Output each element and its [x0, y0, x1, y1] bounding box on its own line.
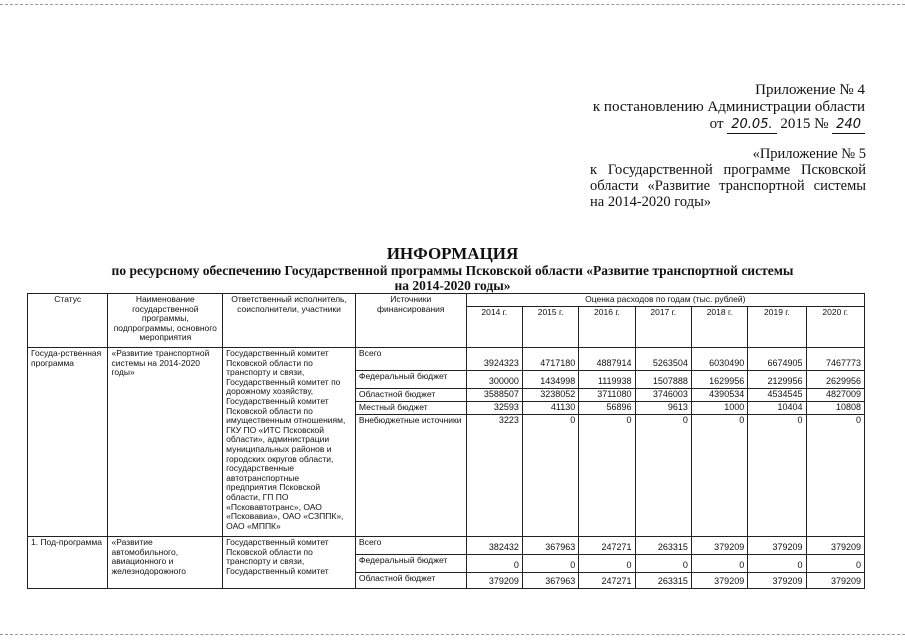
appendix-4-title: Приложение № 4 — [755, 82, 865, 98]
value-cell: 0 — [579, 555, 635, 573]
source-cell: Областной бюджет — [355, 573, 466, 589]
source-cell: Федеральный бюджет — [355, 555, 466, 573]
appendix-5-block — [590, 146, 866, 210]
header-year: 2020 г. — [806, 307, 864, 348]
value-cell: 1629956 — [691, 371, 747, 389]
value-cell: 3588507 — [466, 389, 522, 402]
value-cell: 247271 — [579, 573, 635, 589]
header-name: Наименование государственной программы, подпрограммы, основного мероприятия — [108, 294, 223, 348]
document-title: ИНФОРМАЦИЯ — [386, 244, 519, 263]
resource-table — [27, 293, 865, 589]
value-cell: 1119938 — [579, 371, 635, 389]
value-cell: 2129956 — [748, 371, 806, 389]
document-subtitle-line-1: по ресурсному обеспечению Государственной программы Псковской области «Развитие транспортной системы — [111, 263, 794, 278]
value-cell: 3711080 — [579, 389, 635, 402]
value-cell: 0 — [806, 415, 864, 537]
value-cell: 4390534 — [691, 389, 747, 402]
value-cell: 367963 — [522, 537, 578, 555]
header-executor: Ответственный исполнитель, соисполнители, участники — [223, 294, 356, 348]
value-cell: 0 — [522, 415, 578, 537]
value-cell: 367963 — [522, 573, 578, 589]
appendix-5-line-4: на 2014-2020 годы» — [590, 194, 712, 210]
value-cell: 379209 — [691, 573, 747, 589]
value-cell: 4717180 — [522, 348, 578, 371]
value-cell: 4887914 — [579, 348, 635, 371]
value-cell: 3223 — [466, 415, 522, 537]
header-year: 2016 г. — [579, 307, 635, 348]
value-cell: 32593 — [466, 402, 522, 415]
value-cell: 0 — [748, 555, 806, 573]
value-cell: 0 — [806, 555, 864, 573]
source-cell: Федеральный бюджет — [355, 371, 466, 389]
value-cell: 379209 — [806, 573, 864, 589]
value-cell: 379209 — [691, 537, 747, 555]
handwritten-number: 240 — [832, 116, 865, 134]
value-cell: 7467773 — [806, 348, 864, 371]
page-top-edge — [0, 4, 905, 5]
subprogram-name: «Развитие автомобильного, авиационного и железнодорожного — [108, 537, 223, 589]
program-name: «Развитие транспортной системы на 2014-2020 годы» — [108, 348, 223, 537]
source-cell: Всего — [355, 537, 466, 555]
value-cell: 3746003 — [635, 389, 691, 402]
source-cell: Местный бюджет — [355, 402, 466, 415]
value-cell: 0 — [579, 415, 635, 537]
document-subtitle-line-2: на 2014-2020 годы» — [394, 278, 511, 293]
value-cell: 2629956 — [806, 371, 864, 389]
value-cell: 0 — [691, 415, 747, 537]
value-cell: 3238052 — [522, 389, 578, 402]
header-row-1 — [28, 294, 865, 307]
value-cell: 6674905 — [748, 348, 806, 371]
appendix-4-block — [520, 82, 865, 134]
source-cell: Внебюджетные источники — [355, 415, 466, 537]
header-year: 2015 г. — [522, 307, 578, 348]
handwritten-date: 20.05. — [727, 116, 776, 134]
value-cell: 0 — [635, 555, 691, 573]
value-cell: 3924323 — [466, 348, 522, 371]
header-status: Статус — [28, 294, 108, 348]
value-cell: 0 — [522, 555, 578, 573]
value-cell: 4534545 — [748, 389, 806, 402]
year-label: 2015 № — [780, 116, 829, 132]
subprogram-executor: Государственный комитет Псковской области по транспорту и связи, Государственный комитет — [223, 537, 356, 589]
source-cell: Областной бюджет — [355, 389, 466, 402]
header-estimate: Оценка расходов по годам (тыс. рублей) — [466, 294, 864, 307]
value-cell: 10808 — [806, 402, 864, 415]
value-cell: 4827009 — [806, 389, 864, 402]
appendix-4-decree: к постановлению Администрации области — [592, 99, 865, 115]
value-cell: 263315 — [635, 573, 691, 589]
value-cell: 9613 — [635, 402, 691, 415]
value-cell: 56896 — [579, 402, 635, 415]
header-year: 2019 г. — [748, 307, 806, 348]
table-row — [28, 537, 865, 555]
value-cell: 379209 — [748, 537, 806, 555]
value-cell: 247271 — [579, 537, 635, 555]
program-executor: Государственный комитет Псковской области по транспорту и связи, Государственный комитет по дорожному хозяйству, Государственный комитет Псковской области по имущественным отношениям, ГКУ ПО «ИТС Псковской области», администрации муниципальных районов и городских округов области, государственные автотранспортные предприятия Псковской области, ГП ПО «Псковавтотранс», ОАО «Псковавиа», ОАО «СЗППК», ОАО «МППК» — [223, 348, 356, 537]
value-cell: 382432 — [466, 537, 522, 555]
appendix-4-date-line — [520, 116, 865, 134]
value-cell: 1507888 — [635, 371, 691, 389]
value-cell: 379209 — [748, 573, 806, 589]
value-cell: 0 — [466, 555, 522, 573]
appendix-5-line-2: к Государственной программе Псковской — [590, 162, 866, 178]
value-cell: 379209 — [806, 537, 864, 555]
value-cell: 263315 — [635, 537, 691, 555]
header-year: 2014 г. — [466, 307, 522, 348]
source-cell: Всего — [355, 348, 466, 371]
value-cell: 5263504 — [635, 348, 691, 371]
value-cell: 300000 — [466, 371, 522, 389]
value-cell: 1434998 — [522, 371, 578, 389]
header-source: Источники финансирования — [355, 294, 466, 348]
value-cell: 41130 — [522, 402, 578, 415]
value-cell: 379209 — [466, 573, 522, 589]
header-year: 2018 г. — [691, 307, 747, 348]
header-year: 2017 г. — [635, 307, 691, 348]
table-row — [28, 348, 865, 371]
value-cell: 10404 — [748, 402, 806, 415]
value-cell: 0 — [635, 415, 691, 537]
program-status: Госуда-рственная программа — [28, 348, 108, 537]
date-prefix: от — [709, 116, 724, 132]
value-cell: 1000 — [691, 402, 747, 415]
value-cell: 0 — [691, 555, 747, 573]
appendix-5-line-3: области «Развитие транспортной системы — [590, 178, 866, 194]
appendix-5-title: «Приложение № 5 — [752, 146, 866, 162]
value-cell: 6030490 — [691, 348, 747, 371]
page-bottom-edge — [0, 634, 905, 635]
value-cell: 0 — [748, 415, 806, 537]
subprogram-status: 1. Под-программа — [28, 537, 108, 589]
